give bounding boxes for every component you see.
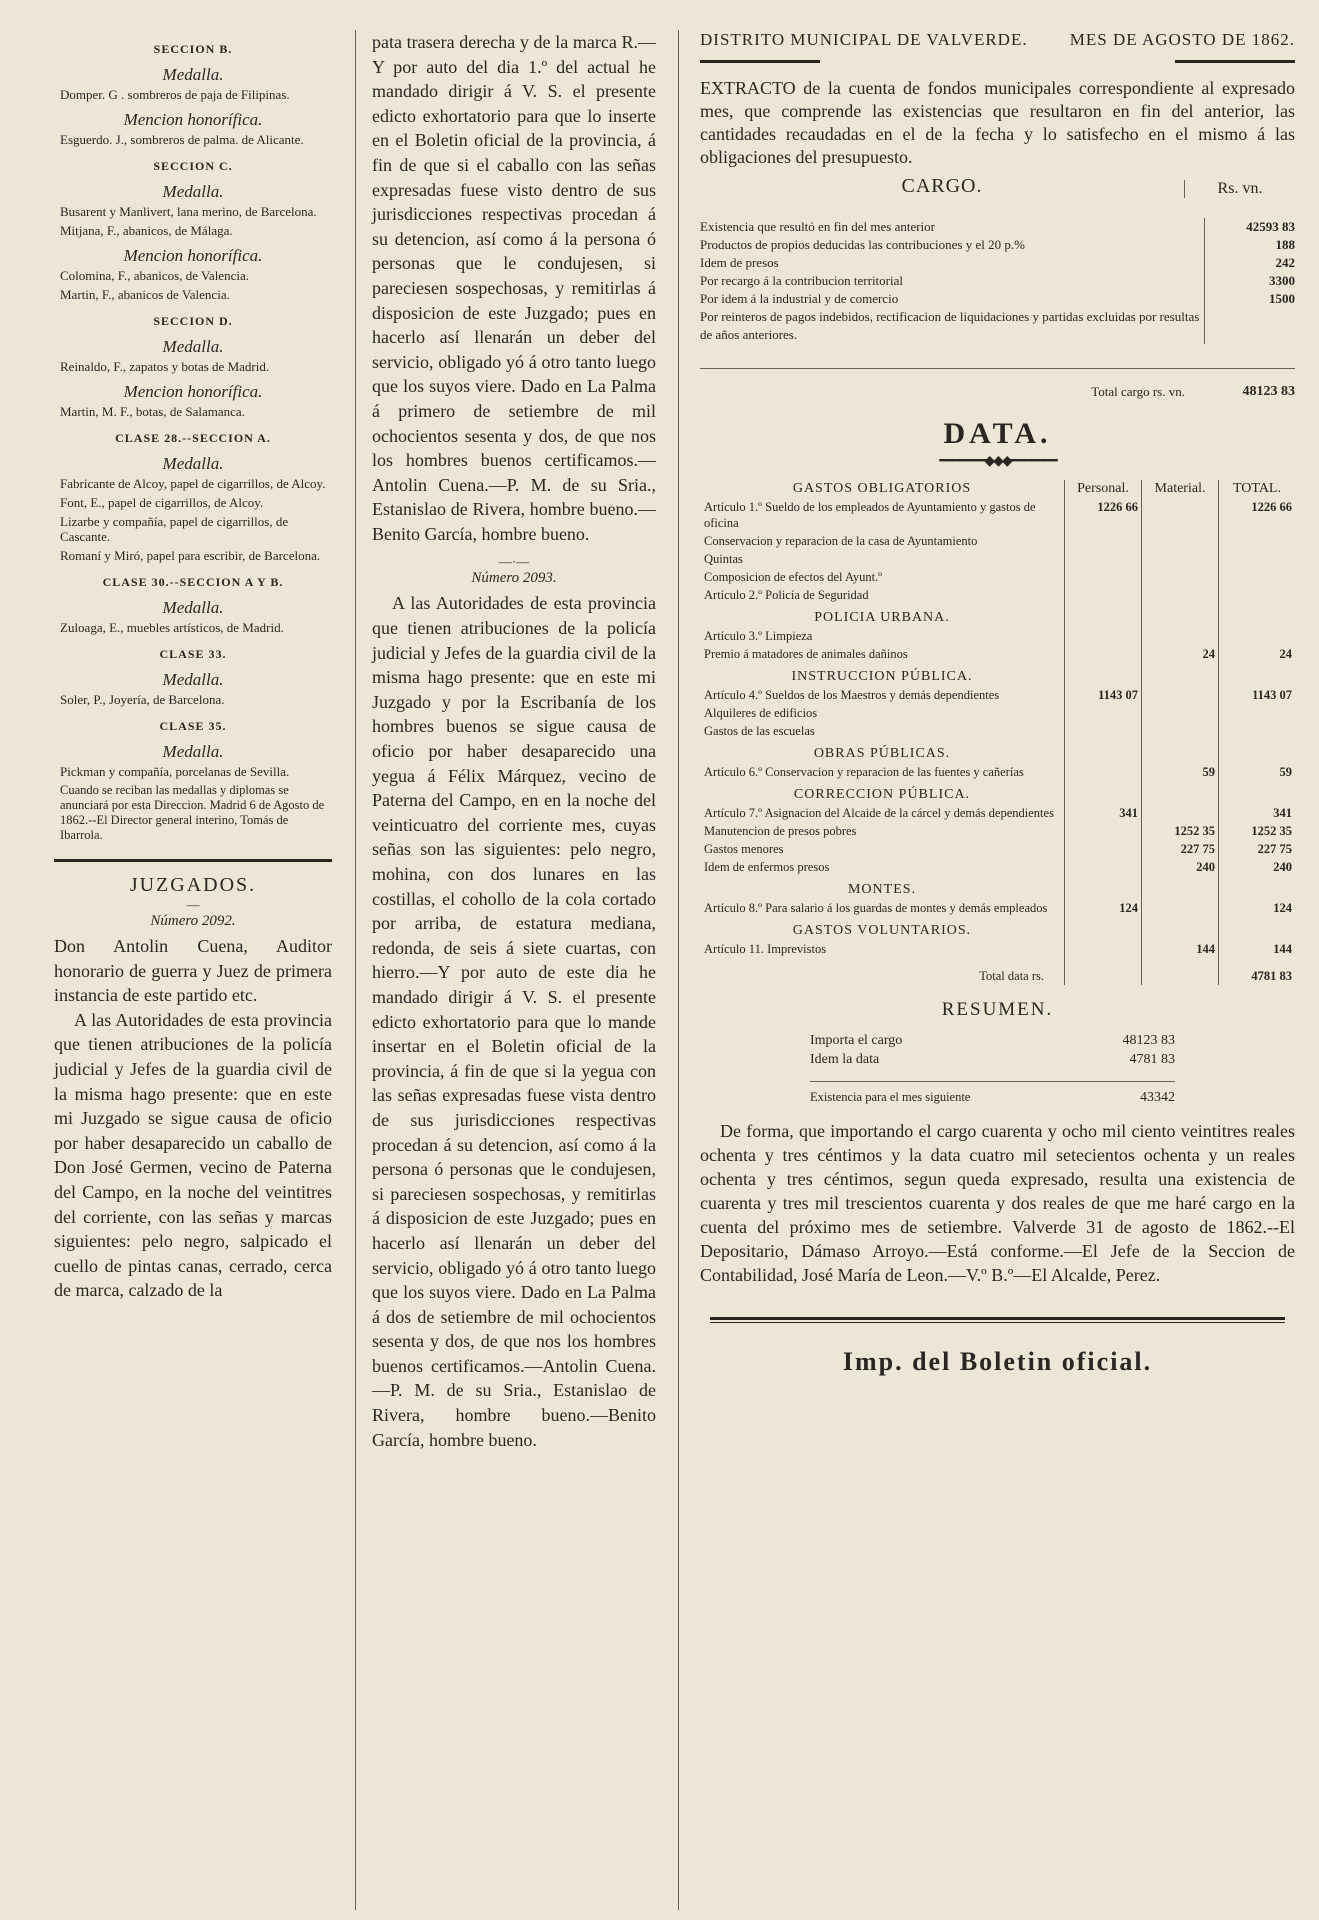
data-row-label: Conservacion y reparacion de la casa de Ayuntamiento: [704, 534, 978, 548]
cargo-row-value: 42593 83: [1204, 218, 1295, 236]
data-row: [700, 722, 1295, 740]
cargo-header: [700, 175, 1295, 198]
resumen-heading: RESUMEN.: [941, 999, 1054, 1020]
total-data-label: Total data rs.: [979, 969, 1044, 983]
total-value: [1219, 722, 1296, 740]
cargo-row: [700, 236, 1295, 254]
personal-value: [1065, 858, 1142, 876]
cargo-row-value: 188: [1204, 236, 1295, 254]
existencia-row: [810, 1081, 1175, 1107]
data-subheading: INSTRUCCION PÚBLICA.: [791, 669, 973, 684]
material-value: [1142, 550, 1219, 568]
data-subheading-row: [700, 604, 1295, 627]
total-value: [1219, 586, 1296, 604]
dash-divider: —·—: [498, 554, 530, 570]
notice-text: Cuando se reciban las medallas y diplomas se anunciará por esta Direccion. Madrid 6 de Agosto de 1862.--El Director general interino, Tomás de Ibarrola.: [60, 783, 325, 842]
juzgados-heading: JUZGADOS.: [129, 874, 257, 896]
data-row-label: Composicion de efectos del Ayunt.º: [704, 570, 883, 584]
personal-value: [1065, 763, 1142, 781]
data-row: [700, 568, 1295, 586]
total-value: [1219, 627, 1296, 645]
data-row-label: Premio á matadores de animales dañinos: [704, 647, 908, 661]
cargo-row-value: 242: [1204, 254, 1295, 272]
data-subheading: MONTES.: [847, 882, 917, 897]
personal-value: [1065, 532, 1142, 550]
data-row-label: Gastos de las escuelas: [704, 724, 815, 738]
material-value: 227 75: [1142, 840, 1219, 858]
header-rules: [700, 60, 1295, 63]
dash-divider: —: [186, 897, 200, 912]
material-value: [1142, 568, 1219, 586]
medal-heading: Medalla.: [162, 182, 224, 201]
footer-rule: [710, 1317, 1285, 1323]
section-heading: SECCION B.: [153, 42, 233, 56]
cargo-row: [700, 254, 1295, 272]
total-value: 341: [1219, 804, 1296, 822]
total-value: [1219, 550, 1296, 568]
data-subheading-row: [700, 663, 1295, 686]
data-row: [700, 498, 1295, 532]
data-row: [700, 804, 1295, 822]
mention-heading: Mencion honorífica.: [123, 382, 263, 401]
data-row-label: Gastos menores: [704, 842, 784, 856]
data-row-label: Alquileres de edificios: [704, 706, 818, 720]
section-heading: SECCION D.: [153, 314, 233, 328]
cargo-row-label: Idem de presos: [700, 255, 779, 270]
data-row: [700, 645, 1295, 663]
resumen-row: [700, 1050, 1295, 1069]
data-row-label: Artículo 4.º Sueldos de los Maestros y demás dependientes: [704, 688, 1000, 702]
personal-value: 124: [1065, 899, 1142, 917]
medal-heading: Medalla.: [162, 598, 224, 617]
award-entry: Mitjana, F., abanicos, de Málaga.: [60, 223, 233, 238]
cargo-row-value: 3300: [1204, 272, 1295, 290]
personal-value: [1065, 568, 1142, 586]
personal-value: [1065, 550, 1142, 568]
award-entry: Domper. G . sombreros de paja de Filipinas.: [60, 87, 290, 102]
data-row-label: Quintas: [704, 552, 743, 566]
data-row: [700, 763, 1295, 781]
personal-value: [1065, 704, 1142, 722]
data-row: [700, 532, 1295, 550]
total-value: 24: [1219, 645, 1296, 663]
cargo-row: [700, 290, 1295, 308]
medal-heading: Medalla.: [162, 670, 224, 689]
data-row: [700, 940, 1295, 958]
gastos-obligatorios-heading: GASTOS OBLIGATORIOS: [792, 481, 972, 496]
existencia-value: 43342: [1140, 1090, 1175, 1105]
material-value: [1142, 804, 1219, 822]
material-value: [1142, 686, 1219, 704]
data-subheading-row: [700, 781, 1295, 804]
data-row-label: Artículo 3.º Limpieza: [704, 629, 813, 643]
cargo-row-value: [1204, 308, 1295, 344]
notice-body: pata trasera derecha y de la marca R.—Y por auto del dia 1.º del actual he mandado dirigir á V. S. el presente edicto exhortatorio para que lo inserte en el Boletin oficial de la provincia, á fin de que si el caballo con las señas expresadas fuese visto dentro de sus jurisdicciones respectivas procedan á su detencion, así como á la persona ó personas que le condujesen, si pareciesen sospechosas, y remitirlas á disposicion de este Juzgado; pues en hacerlo así llenarán un deber del servicio, obligado yó á otro tanto luego que los suyos viere. Dado en La Palma á primero de setiembre de mil ochocientos sesenta y dos, de que nos los hombres buenos certificamos.—Antolin Cuena.—P. M. de su Sria., Estanislao de Rivera, hombre bueno.—Benito García, hombre bueno.: [372, 32, 656, 544]
total-value: 227 75: [1219, 840, 1296, 858]
notice-body: A las Autoridades de esta provincia que tienen atribuciones de la policía judicial y Jefes de la guardia civil de la misma hago presente: que en este mi Juzgado se sigue causa de oficio por haber desaparecido un caballo de Don José Germen, vecino de Paterna del Campo, en la noche del veintitres del corriente, con las señas y marcas siguientes: pelo negro, salpicado el cuello de pintas canas, cerrado, cerca de marca, calzado de la: [54, 1009, 332, 1301]
resumen-label: Idem la data: [810, 1052, 880, 1067]
data-row-label: Artículo 8.º Para salario á los guardas de montes y demás empleados: [704, 901, 1048, 915]
rs-vn-header: Rs. vn.: [1184, 180, 1295, 198]
printer-imprint: Imp. del Boletin oficial.: [842, 1347, 1153, 1376]
award-entry: Fabricante de Alcoy, papel de cigarrillos, de Alcoy.: [60, 476, 326, 491]
resumen-label: Importa el cargo: [810, 1033, 903, 1048]
data-row-label: Artículo 7.º Asignacion del Alcaide de la cárcel y demás dependientes: [704, 806, 1054, 820]
cargo-row-label: Existencia que resultó en fin del mes anterior: [700, 219, 936, 234]
resumen-value: 48123 83: [1122, 1033, 1175, 1048]
award-entry: Martin, F., abanicos de Valencia.: [60, 287, 230, 302]
award-entry: Reinaldo, F., zapatos y botas de Madrid.: [60, 359, 270, 374]
total-value: 1226 66: [1219, 498, 1296, 532]
material-value: 24: [1142, 645, 1219, 663]
award-entry: Romaní y Miró, papel para escribir, de Barcelona.: [60, 548, 321, 563]
data-subheading-row: [700, 917, 1295, 940]
resumen-row: [700, 1031, 1295, 1050]
cargo-table: [700, 218, 1295, 344]
award-entry: Busarent y Manlivert, lana merino, de Barcelona.: [60, 204, 317, 219]
account-month: MES DE AGOSTO DE 1862.: [1069, 30, 1295, 49]
extract-intro: EXTRACTO de la cuenta de fondos municipales correspondiente al expresado mes, que comprende las existencias que resultaron en fin del anterior, las cantidades recaudadas en el de la fecha y lo satisfecho en el mismo á las obligaciones del presupuesto.: [700, 78, 1295, 167]
total-value: 240: [1219, 858, 1296, 876]
data-row-label: Manutencion de presos pobres: [704, 824, 857, 838]
award-entry: Soler, P., Joyería, de Barcelona.: [60, 692, 225, 707]
total-value: 1252 35: [1219, 822, 1296, 840]
material-value: 240: [1142, 858, 1219, 876]
resumen-table: [700, 1031, 1295, 1069]
notice-intro: Don Antolin Cuena, Auditor honorario de guerra y Juez de primera instancia de este partido etc.: [54, 936, 332, 1006]
total-value: 59: [1219, 763, 1296, 781]
personal-value: [1065, 722, 1142, 740]
cargo-row: [700, 218, 1295, 236]
data-subheading: GASTOS VOLUNTARIOS.: [792, 923, 972, 938]
personal-value: [1065, 822, 1142, 840]
cargo-row-label: Por reinteros de pagos indebidos, rectificacion de liquidaciones y partidas excluidas por resultas de años anteriores.: [700, 309, 1200, 342]
total-header: TOTAL.: [1219, 480, 1296, 498]
column-right: [700, 30, 1295, 1377]
data-row: [700, 586, 1295, 604]
total-value: 124: [1219, 899, 1296, 917]
resumen-value: 4781 83: [1129, 1052, 1175, 1067]
data-subheading: POLICIA URBANA.: [814, 610, 950, 625]
award-entry: Martin, M. F., botas, de Salamanca.: [60, 404, 245, 419]
notice-body: A las Autoridades de esta provincia que tienen atribuciones de la policía judicial y Jefes de la guardia civil de la misma hago presente: que en este mi Juzgado y por la Escribanía de los hombres buenos se sigue causa de oficio por haber desaparecido una yegua á Félix Márquez, vecino de Paterna del Campo, en en la noche del veinticuatro del corriente mes, cuyas señas son las siguientes: pelo negro, mohina, con dos lunares en las costillas, el cohollo de la cola cortado por arriba, de estatura mediana, redonda, de seis á siete cuartas, con hierro.—Y por auto de este dia he mandado dirigir á V. S. el presente edicto exhortatorio para que lo mande insertar en el Boletin oficial de la provincia, á fin de que si la yegua con las señas expresadas fuese vista dentro de sus jurisdicciones respectivas procedan á su detencion, así como á la persona ó personas que le condujesen, si pareciesen sospechosas, y remitirlas á disposicion de este Juzgado; pues en hacerlo así llenarán un deber del servicio, obligado yó á otro tanto luego que los suyos viere. Dado en La Palma á dos de setiembre de mil ochocientos sesenta y dos, de que nos los hombres buenos certificamos.—Antolin Cuena.—P. M. de su Sria., Estanislao de Rivera, hombre bueno.—Benito García, hombre bueno.: [372, 593, 656, 1450]
personal-value: 1143 07: [1065, 686, 1142, 704]
total-value: [1219, 532, 1296, 550]
class-heading: CLASE 30.--SECCION A Y B.: [102, 575, 284, 589]
section-divider: [54, 859, 332, 862]
data-row-label: Artículo 2.º Policía de Seguridad: [704, 588, 869, 602]
district-name: DISTRITO MUNICIPAL DE VALVERDE.: [700, 30, 1028, 49]
existencia-label: Existencia para el mes siguiente: [810, 1090, 971, 1104]
medal-heading: Medalla.: [162, 742, 224, 761]
total-value: [1219, 568, 1296, 586]
column-left: [54, 30, 332, 1303]
section-heading: SECCION C.: [153, 159, 233, 173]
cargo-row: [700, 308, 1295, 344]
column-rule: [355, 30, 356, 1910]
notice-number: Número 2092.: [150, 913, 236, 929]
personal-value: [1065, 840, 1142, 858]
material-value: [1142, 627, 1219, 645]
total-value: 144: [1219, 940, 1296, 958]
data-table: [700, 480, 1295, 985]
material-value: [1142, 899, 1219, 917]
data-row: [700, 686, 1295, 704]
cargo-row: [700, 272, 1295, 290]
personal-header: Personal.: [1065, 480, 1142, 498]
data-subheading: OBRAS PÚBLICAS.: [813, 746, 951, 761]
personal-value: 341: [1065, 804, 1142, 822]
data-row: [700, 899, 1295, 917]
total-cargo-row: [700, 368, 1295, 401]
medal-heading: Medalla.: [162, 337, 224, 356]
class-heading: CLASE 33.: [159, 647, 227, 661]
closing-text: De forma, que importando el cargo cuarenta y ocho mil ciento veintitres reales ochenta y tres céntimos y la data cuatro mil setecientos ochenta y un reales ochenta y tres céntimos, segun queda expresado, resulta una existencia de cuarenta y tres mil trescientos cuarenta y dos reales de que me haré cargo en la cuenta del próximo mes de setiembre. Valverde 31 de agosto de 1862.--El Depositario, Dámaso Arroyo.—Está conforme.—El Jefe de la Seccion de Contabilidad, José María de Leon.—V.º B.º—El Alcalde, Perez.: [700, 1121, 1295, 1285]
data-row: [700, 840, 1295, 858]
cargo-title: CARGO.: [901, 175, 983, 197]
data-row: [700, 822, 1295, 840]
personal-value: [1065, 645, 1142, 663]
personal-value: 1226 66: [1065, 498, 1142, 532]
cargo-row-label: Por recargo á la contribucion territorial: [700, 273, 903, 288]
material-value: 1252 35: [1142, 822, 1219, 840]
total-data-value: 4781 83: [1219, 958, 1296, 985]
data-row: [700, 704, 1295, 722]
column-middle: [372, 30, 656, 1452]
material-value: [1142, 722, 1219, 740]
material-header: Material.: [1142, 480, 1219, 498]
cargo-row-value: 1500: [1204, 290, 1295, 308]
data-row-label: Artículo 1.º Sueldo de los empleados de Ayuntamiento y gastos de oficina: [704, 500, 1036, 530]
data-row-label: Artículo 11. Imprevistos: [704, 942, 827, 956]
notice-number: Número 2093.: [471, 570, 557, 587]
award-entry: Lizarbe y compañía, papel de cigarrillos, de Cascante.: [60, 514, 289, 544]
personal-value: [1065, 586, 1142, 604]
data-subheading-row: [700, 740, 1295, 763]
cargo-row-label: Productos de propios deducidas las contribuciones y el 20 p.%: [700, 237, 1025, 252]
material-value: 144: [1142, 940, 1219, 958]
ornament-divider: ━━━━━━━◆◆◆━━━━━━━: [939, 454, 1056, 469]
material-value: 59: [1142, 763, 1219, 781]
class-heading: CLASE 28.--SECCION A.: [115, 431, 271, 445]
award-entry: Zuloaga, E., muebles artísticos, de Madrid.: [60, 620, 284, 635]
material-value: [1142, 498, 1219, 532]
data-row: [700, 550, 1295, 568]
data-row-label: Artículo 6.º Conservacion y reparacion de las fuentes y cañerías: [704, 765, 1024, 779]
total-value: [1219, 704, 1296, 722]
data-subheading: CORRECCION PÚBLICA.: [793, 787, 971, 802]
data-row: [700, 627, 1295, 645]
total-cargo-value: 48123 83: [1242, 384, 1295, 399]
data-title: DATA.: [943, 417, 1052, 450]
column-rule: [678, 30, 679, 1910]
class-heading: CLASE 35.: [159, 719, 227, 733]
mention-heading: Mencion honorífica.: [123, 110, 263, 129]
medal-heading: Medalla.: [162, 454, 224, 473]
award-entry: Pickman y compañía, porcelanas de Sevilla.: [60, 764, 290, 779]
cargo-row-label: Por idem á la industrial y de comercio: [700, 291, 899, 306]
data-row-label: Idem de enfermos presos: [704, 860, 830, 874]
total-value: 1143 07: [1219, 686, 1296, 704]
medal-heading: Medalla.: [162, 65, 224, 84]
award-entry: Esguerdo. J., sombreros de palma. de Alicante.: [60, 132, 304, 147]
award-entry: Font, E., papel de cigarrillos, de Alcoy.: [60, 495, 264, 510]
material-value: [1142, 704, 1219, 722]
personal-value: [1065, 940, 1142, 958]
material-value: [1142, 586, 1219, 604]
total-cargo-label: Total cargo rs. vn.: [1091, 384, 1185, 399]
mention-heading: Mencion honorífica.: [123, 246, 263, 265]
total-data-row: [700, 958, 1295, 985]
district-header: [700, 30, 1295, 50]
data-row: [700, 858, 1295, 876]
data-subheading-row: [700, 876, 1295, 899]
award-entry: Colomina, F., abanicos, de Valencia.: [60, 268, 249, 283]
personal-value: [1065, 627, 1142, 645]
material-value: [1142, 532, 1219, 550]
